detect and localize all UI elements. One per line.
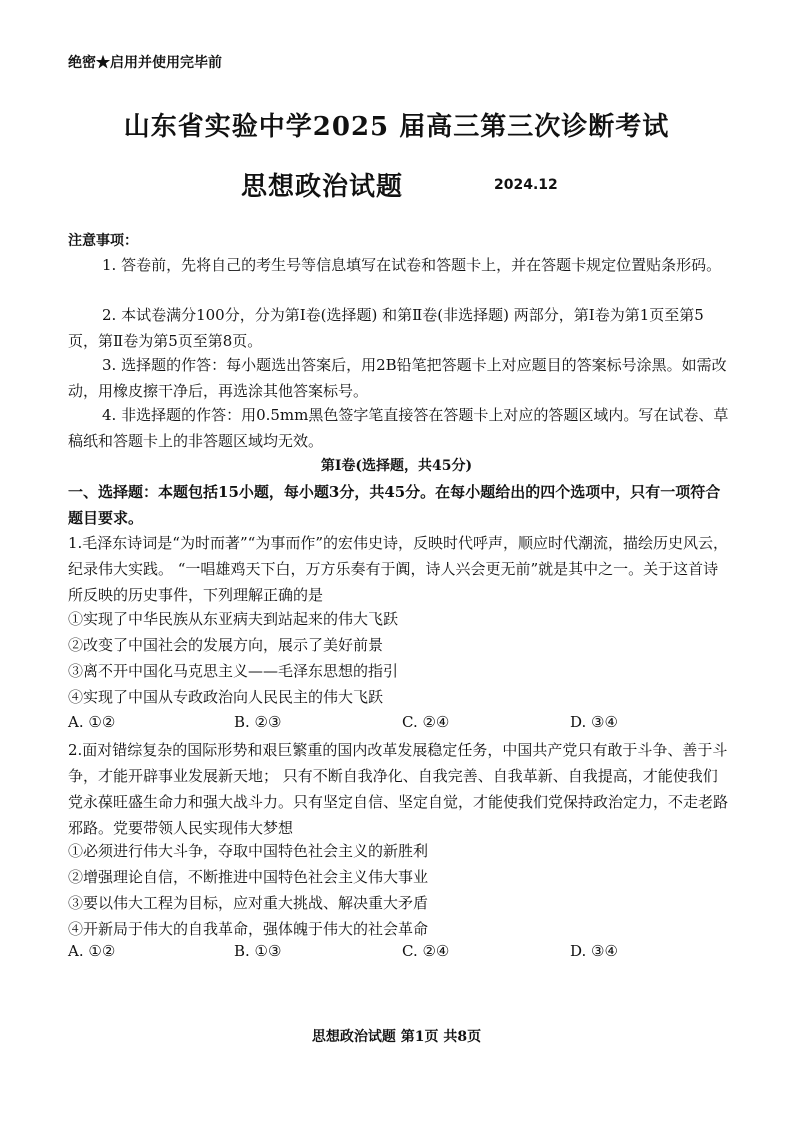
- question-1-statement-1: ①实现了中华民族从东亚病夫到站起来的伟大飞跃: [68, 610, 399, 628]
- page-footer: 思想政治试题 第1页 共8页: [311, 1029, 482, 1045]
- question-1-option-b: B. ②③: [234, 713, 282, 731]
- question-2-stem: 2.面对错综复杂的国际形势和艰巨繁重的国内改革发展稳定任务，中国共产党只有敢于斗争、善于斗争，才能开辟事业发展新天地； 只有不断自我净化、自我完善、自我革新、自我提高，才能使我们党永葆旺盛生命力和强大战斗力。只有坚定自信、坚定自觉，才能使我们党保持政治定力，不走老路邪路。党要带领人民实现伟大梦想: [68, 741, 729, 837]
- notice-item-2: 2. 本试卷满分100分，分为第Ⅰ卷(选择题) 和第Ⅱ卷(非选择题) 两部分，第Ⅰ卷为第1页至第5页，第Ⅱ卷为第5页至第8页。: [68, 306, 704, 350]
- notice-item-3: 3. 选择题的作答：每小题选出答案后，用2B铅笔把答题卡上对应题目的答案标号涂黑。如需改动，用橡皮擦干净后，再选涂其他答案标号。: [68, 356, 727, 400]
- exam-date: 2024.12: [494, 177, 558, 193]
- secret-mark: 绝密★启用并使用完毕前: [68, 55, 222, 71]
- question-1-statement-2: ②改变了中国社会的发展方向，展示了美好前景: [68, 636, 384, 654]
- question-2-statement-1: ①必须进行伟大斗争，夺取中国特色社会主义的新胜利: [68, 842, 429, 860]
- question-1-stem: 1.毛泽东诗词是“为时而著”“为事而作”的宏伟史诗，反映时代呼声，顺应时代潮流，描绘历史风云，纪录伟大实践。 “一唱雄鸡天下白，万方乐奏有于阗，诗人兴会更无前”就是其中之一。关于这首诗所反映的历史事件，下列理解正确的是: [68, 534, 728, 604]
- question-1-option-d: D. ③④: [570, 713, 618, 731]
- question-1-statement-4: ④实现了中国从专政政治向人民民主的伟大飞跃: [68, 688, 384, 706]
- subject-title: 思想政治试题: [241, 172, 404, 202]
- question-2-option-b: B. ①③: [234, 942, 282, 960]
- notice-heading: 注意事项：: [68, 233, 138, 249]
- notice-item-4: 4. 非选择题的作答：用0.5mm黑色签字笔直接答在答题卡上对应的答题区域内。写在试卷、草稿纸和答题卡上的非答题区域均无效。: [68, 406, 729, 450]
- exam-title: 山东省实验中学2025 届高三第三次诊断考试: [123, 112, 670, 142]
- question-1-option-a: A. ①②: [68, 713, 116, 731]
- question-2-option-c: C. ②④: [402, 942, 450, 960]
- question-2-statement-3: ③要以伟大工程为目标，应对重大挑战、解决重大矛盾: [68, 894, 429, 912]
- question-2-statement-4: ④开新局于伟大的自我革命，强体魄于伟大的社会革命: [68, 920, 429, 938]
- section-instructions: 一、选择题：本题包括15小题，每小题3分，共45分。在每小题给出的四个选项中，只有一项符合题目要求。: [68, 483, 721, 527]
- question-2-option-d: D. ③④: [570, 942, 618, 960]
- notice-item-1: 1. 答卷前，先将自己的考生号等信息填写在试卷和答题卡上，并在答题卡规定位置贴条形码。: [102, 256, 722, 274]
- question-2-statement-2: ②增强理论自信，不断推进中国特色社会主义伟大事业: [68, 868, 429, 886]
- question-1-statement-3: ③离不开中国化马克思主义——毛泽东思想的指引: [68, 662, 399, 680]
- section-title: 第Ⅰ卷(选择题，共45分): [320, 458, 473, 474]
- question-1-option-c: C. ②④: [402, 713, 450, 731]
- question-2-option-a: A. ①②: [68, 942, 116, 960]
